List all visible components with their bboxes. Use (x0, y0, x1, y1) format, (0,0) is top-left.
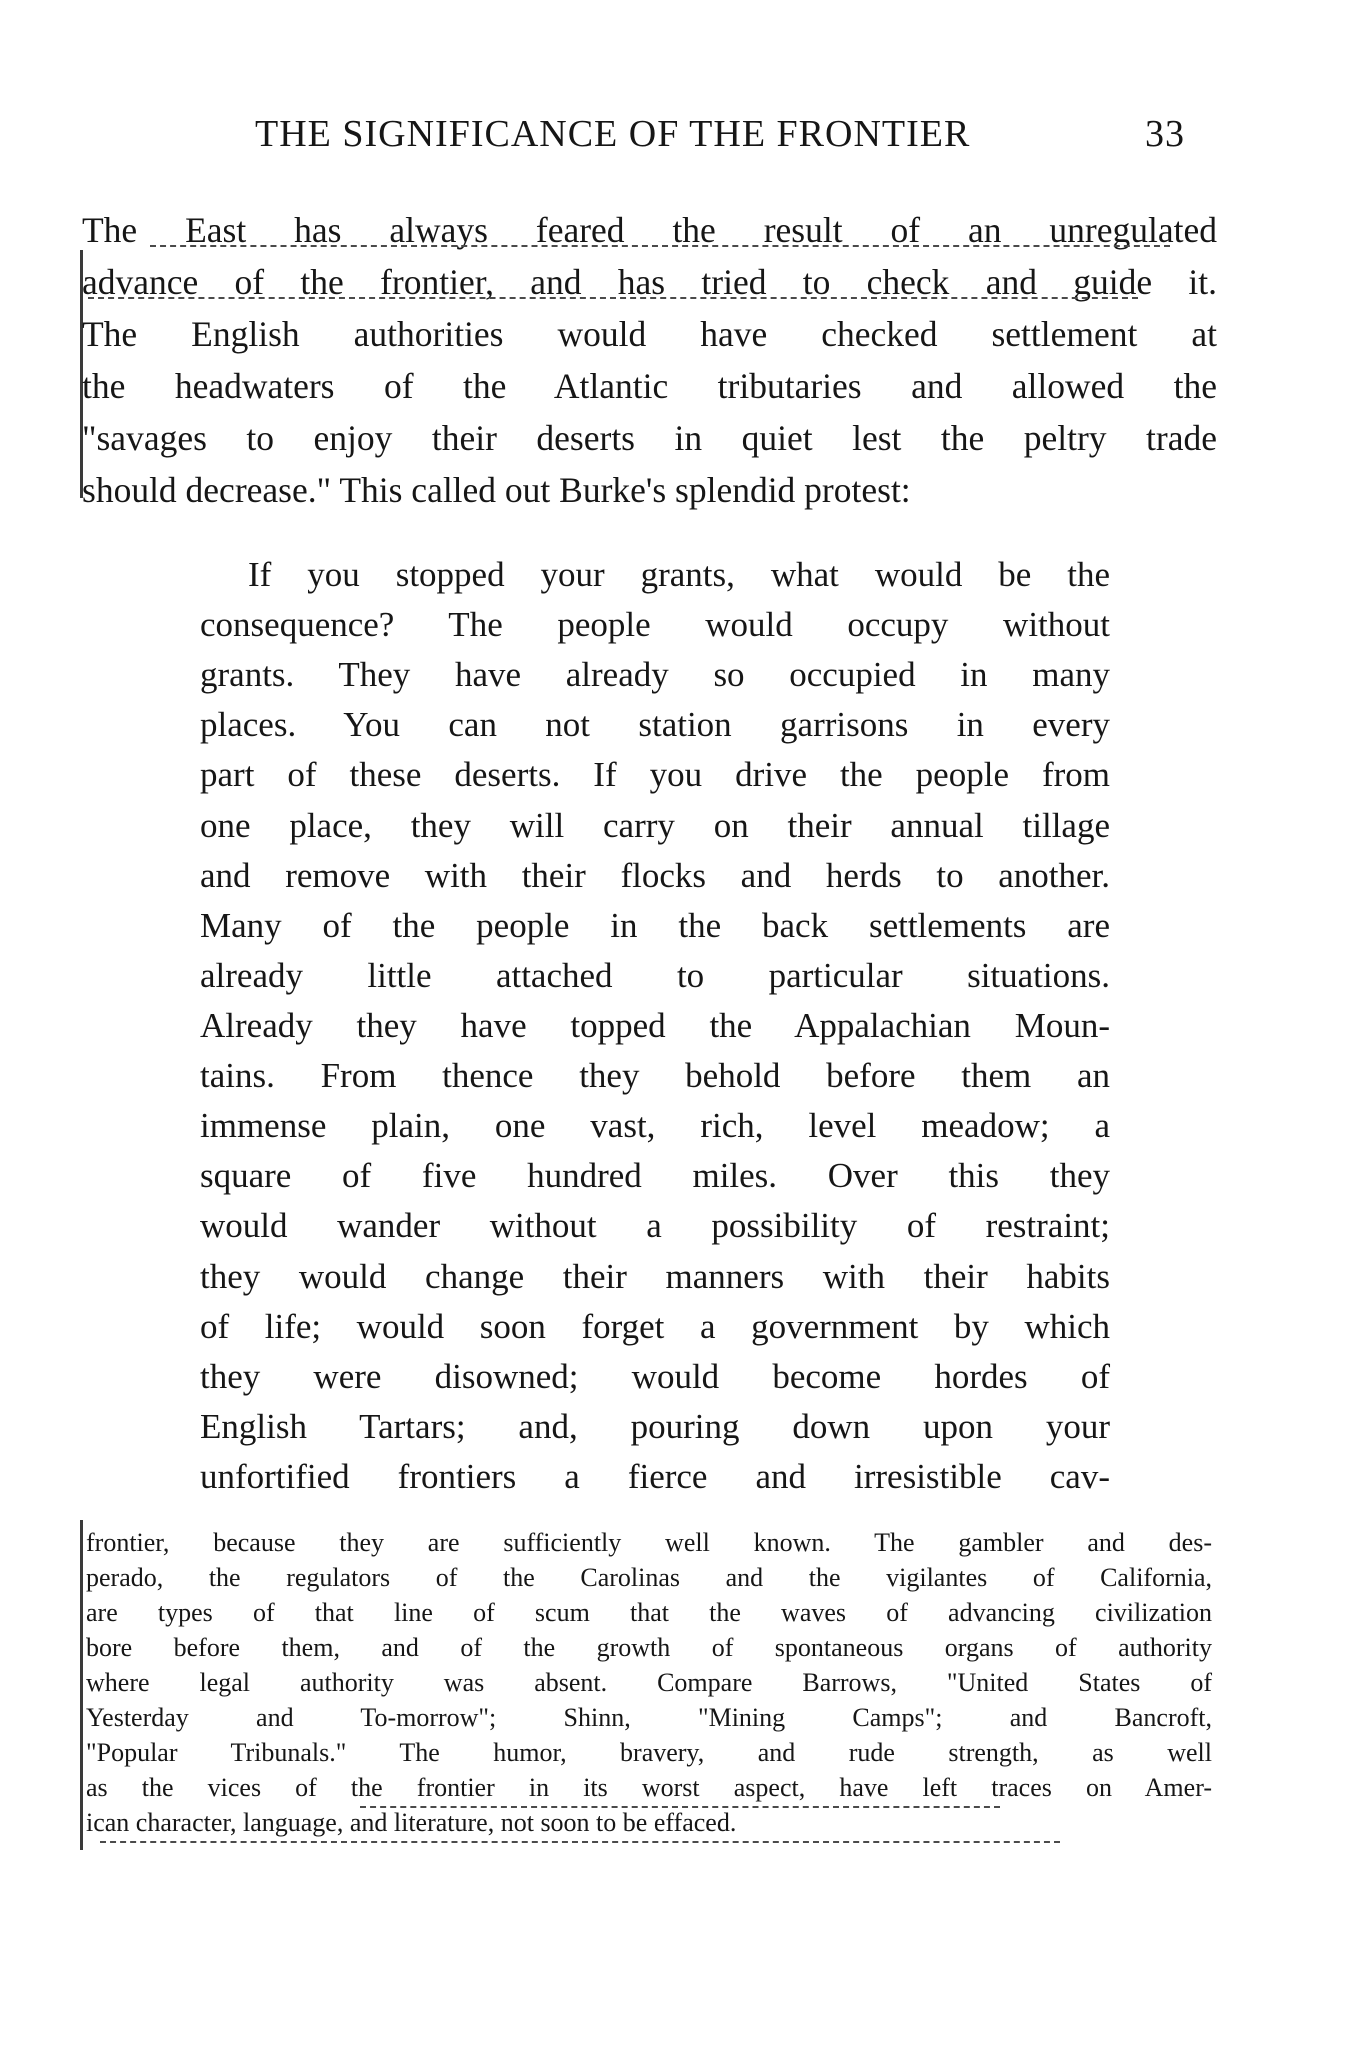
pencil-underline (150, 245, 1170, 247)
pencil-underline (360, 1806, 1000, 1808)
quote-line: they would change their manners with their habits (200, 1257, 1110, 1296)
quote-line: one place, they will carry on their annual tillage (200, 806, 1110, 845)
quote-line: of life; would soon forget a government by which (200, 1307, 1110, 1346)
paragraph-line: should decrease." This called out Burke's splendid protest: (82, 470, 911, 510)
running-head-title: THE SIGNIFICANCE OF THE FRONTIER (255, 113, 971, 155)
quote-line: If you stopped your grants, what would be the (248, 555, 1110, 594)
quote-line: would wander without a possibility of restraint; (200, 1206, 1110, 1245)
footnote-line: are types of that line of scum that the waves of advancing civilization (86, 1598, 1212, 1627)
footnote-line: frontier, because they are sufficiently well known. The gambler and des- (86, 1528, 1212, 1557)
pencil-underline (88, 297, 1138, 299)
quote-line: unfortified frontiers a fierce and irresistible cav- (200, 1457, 1110, 1496)
quote-line: immense plain, one vast, rich, level meadow; a (200, 1106, 1110, 1145)
footnote-line: as the vices of the frontier in its worst aspect, have left traces on Amer- (86, 1773, 1212, 1802)
footnote-line: ican character, language, and literature, not soon to be effaced. (86, 1808, 737, 1837)
paragraph-line: The English authorities would have checked settlement at (82, 314, 1217, 354)
footnote-line: where legal authority was absent. Compare Barrows, "United States of (86, 1668, 1212, 1697)
page-number: 33 (1145, 113, 1185, 155)
quote-line: part of these deserts. If you drive the people from (200, 755, 1110, 794)
margin-rule-footnote (80, 1520, 83, 1850)
quote-line: English Tartars; and, pouring down upon your (200, 1407, 1110, 1446)
paragraph-line: advance of the frontier, and has tried to check and guide it. (82, 262, 1217, 302)
footnote-line: bore before them, and of the growth of spontaneous organs of authority (86, 1633, 1212, 1662)
quote-line: tains. From thence they behold before them an (200, 1056, 1110, 1095)
quote-line: they were disowned; would become hordes of (200, 1357, 1110, 1396)
footnote-line: Yesterday and To-morrow"; Shinn, "Mining Camps"; and Bancroft, (86, 1703, 1212, 1732)
quote-line: square of five hundred miles. Over this they (200, 1156, 1110, 1195)
footnote-line: perado, the regulators of the Carolinas and the vigilantes of California, (86, 1563, 1212, 1592)
quote-line: and remove with their flocks and herds to another. (200, 856, 1110, 895)
running-head (255, 112, 1185, 164)
quote-line: places. You can not station garrisons in every (200, 705, 1110, 744)
paragraph-line: The East has always feared the result of an unregulated (82, 210, 1217, 250)
quote-line: already little attached to particular situations. (200, 956, 1110, 995)
quote-line: Already they have topped the Appalachian Moun- (200, 1006, 1110, 1045)
paragraph-line: "savages to enjoy their deserts in quiet lest the peltry trade (82, 418, 1217, 458)
pencil-underline (100, 1841, 1060, 1843)
paragraph-line: the headwaters of the Atlantic tributaries and allowed the (82, 366, 1217, 406)
quote-line: Many of the people in the back settlements are (200, 906, 1110, 945)
quote-line: grants. They have already so occupied in many (200, 655, 1110, 694)
quote-line: consequence? The people would occupy without (200, 605, 1110, 644)
footnote-line: "Popular Tribunals." The humor, bravery, and rude strength, as well (86, 1738, 1212, 1767)
